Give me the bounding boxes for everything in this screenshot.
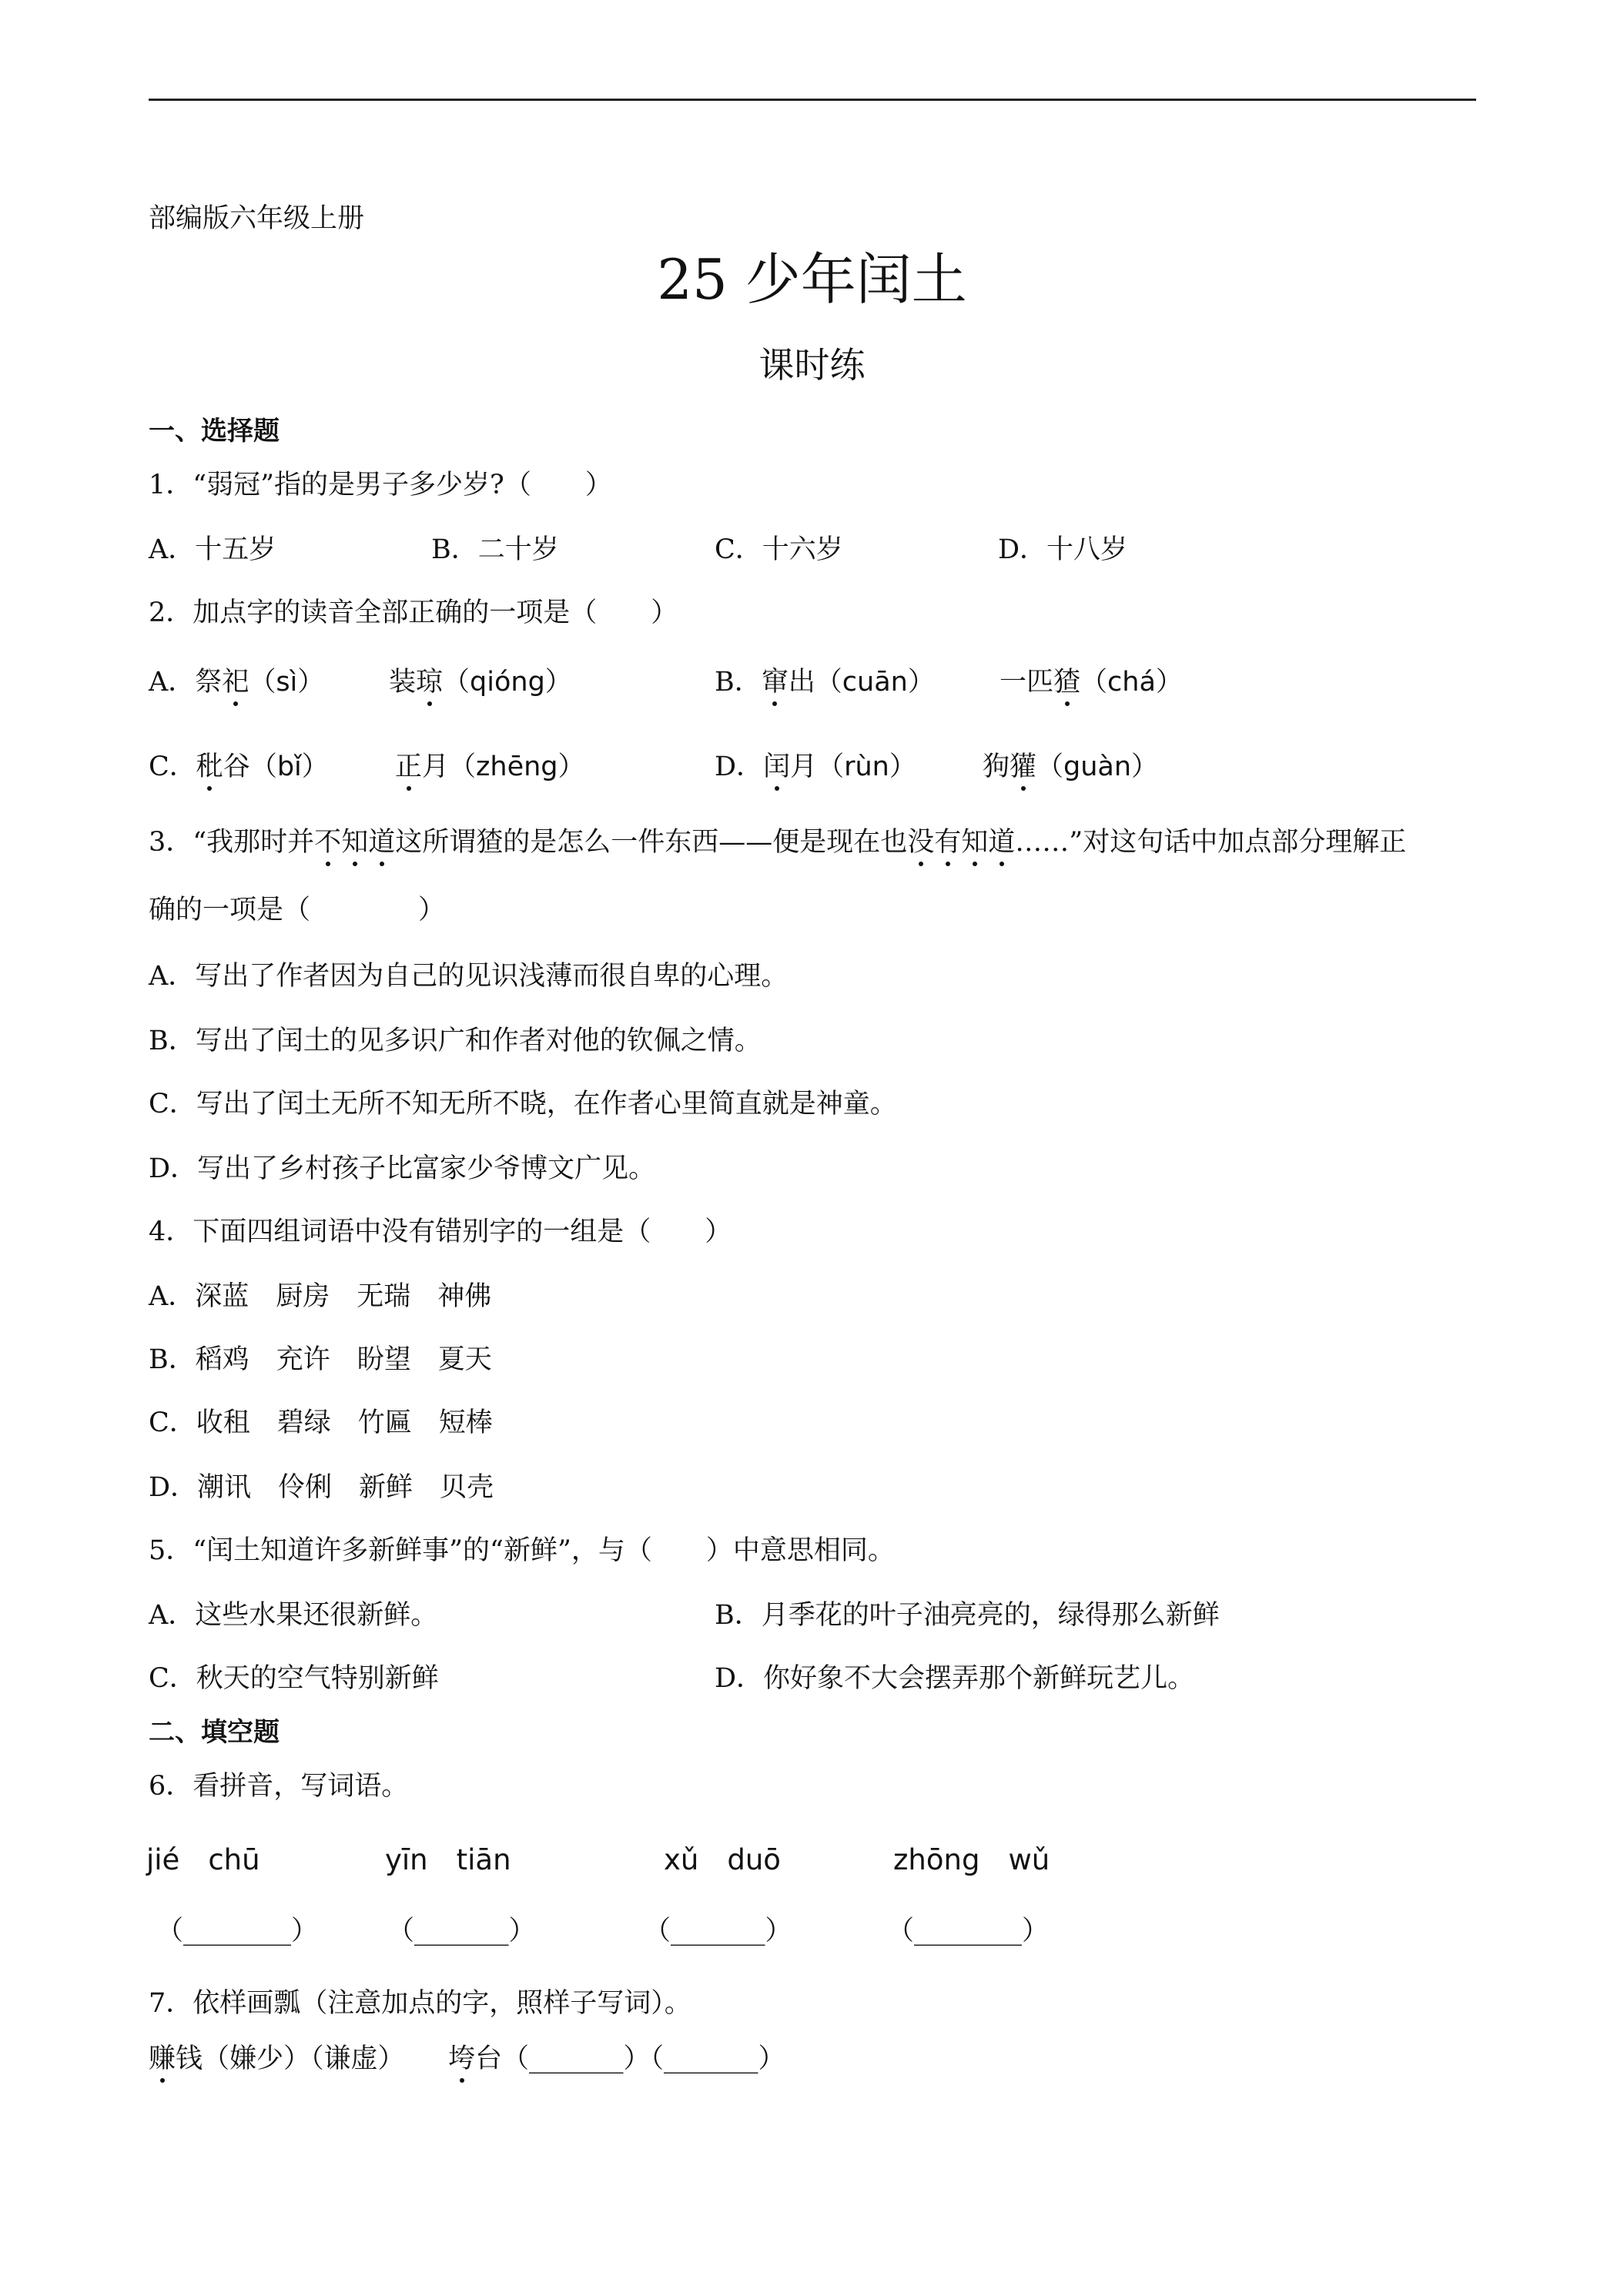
q7-question-dotted: 垮 — [448, 2043, 476, 2074]
q2-c2-text: 月 — [422, 751, 450, 782]
q4-option-c: C．收租 碧绿 竹匾 短棒 — [149, 1407, 493, 1438]
header-rule — [149, 99, 1476, 101]
q7-question-blanks[interactable]: 台（_______）（_______） — [475, 2043, 785, 2074]
q2-d2-dotted: 獾 — [1010, 751, 1037, 782]
q7-example-text: 钱（嫌少）（谦虚） — [176, 2043, 405, 2074]
q7-example — [149, 2042, 405, 2076]
q2-c-label: C． — [149, 751, 196, 782]
q3-dot-char: 道 — [368, 827, 396, 858]
q2-d1-text: 月 — [790, 751, 818, 782]
q2-option-b — [715, 665, 935, 699]
q2-a-label: A． — [149, 667, 196, 698]
q5-option-d: D．你好象不大会摆弄那个新鲜玩艺儿。 — [715, 1663, 1195, 1694]
q3-stem-part1: 3．“我那时并 — [149, 827, 315, 858]
q2-b2-dotted: 猹 — [1053, 667, 1081, 698]
q5-stem: 5．“闰土知道许多新鲜事”的“新鲜”，与（ ）中意思相同。 — [149, 1535, 895, 1566]
q1-option-a: A．十五岁 — [149, 534, 276, 565]
q1-option-d: D．十八岁 — [998, 534, 1128, 565]
q2-a1-dotted: 祀 — [222, 667, 249, 698]
q3-dot-char: 有 — [934, 827, 962, 858]
q2-c1-pinyin: （bǐ） — [249, 751, 329, 782]
q1-stem: 1．“弱冠”指的是男子多少岁?（ ） — [149, 470, 612, 500]
q2-c2-dotted: 正 — [395, 751, 423, 782]
q5-option-c: C．秋天的空气特别新鲜 — [149, 1663, 439, 1694]
q2-a1-pinyin: （sì） — [249, 667, 325, 698]
q2-option-a-word2 — [389, 665, 572, 699]
q7-question — [448, 2042, 785, 2076]
q3-stem-part2: 这所谓猹的是怎么一件东西——便是现在也 — [395, 827, 908, 858]
q2-b2-pinyin: （chá） — [1080, 667, 1183, 698]
q2-d-label: D． — [715, 751, 764, 782]
q6-answer-blank[interactable]: （_______） — [387, 1916, 536, 1946]
q4-stem: 4．下面四组词语中没有错别字的一组是（ ） — [149, 1217, 732, 1247]
q6-pinyin-1: jié chū — [146, 1843, 260, 1876]
q3-dot-char: 不 — [314, 827, 342, 858]
q1-option-c: C．十六岁 — [715, 534, 843, 565]
q3-dot-char: 知 — [961, 827, 989, 858]
q5-option-b: B．月季花的叶子油亮亮的，绿得那么新鲜 — [715, 1600, 1220, 1631]
q2-a1-text: 祭 — [195, 667, 223, 698]
q2-d1-dotted: 闰 — [763, 751, 791, 782]
q3-option-c: C．写出了闰土无所不知无所不晓，在作者心里简直就是神童。 — [149, 1089, 897, 1120]
q3-stem-line2: 确的一项是（ ） — [149, 895, 446, 925]
page-title: 25 少年闰土 — [657, 247, 967, 312]
q6-answer-blank[interactable]: （________） — [887, 1916, 1050, 1946]
q2-option-b-word2 — [1000, 665, 1183, 699]
q7-stem: 7．依样画瓢（注意加点的字，照样子写词）。 — [149, 1988, 691, 2019]
q2-b1-text: 出 — [788, 667, 815, 698]
q4-option-b: B．稻鸡 充许 盼望 夏天 — [149, 1344, 492, 1375]
q6-pinyin-4: zhōng wǔ — [893, 1843, 1050, 1876]
q2-c2-pinyin: （zhēng） — [449, 751, 585, 782]
q2-b2-text: 一匹 — [1000, 667, 1054, 698]
q6-answer-blank[interactable]: （_______） — [644, 1916, 792, 1946]
q3-dot-char: 知 — [341, 827, 369, 858]
q2-d2-pinyin: （guàn） — [1036, 751, 1159, 782]
textbook-series: 部编版六年级上册 — [149, 203, 365, 234]
q2-a2-dotted: 琼 — [416, 667, 444, 698]
q6-pinyin-3: xǔ duō — [664, 1843, 781, 1876]
q2-c1-dotted: 秕 — [196, 751, 223, 782]
q3-stem-part3: ……”对这句话中加点部分理解正 — [1015, 827, 1407, 858]
q2-d2-text: 狗 — [983, 751, 1010, 782]
q6-answer-blank[interactable]: （________） — [156, 1916, 319, 1946]
q2-a2-text: 装 — [389, 667, 417, 698]
page-subtitle: 课时练 — [758, 344, 866, 386]
q2-c1-text: 谷 — [223, 751, 250, 782]
q3-dot-char: 道 — [988, 827, 1016, 858]
q2-option-a — [149, 665, 324, 699]
q4-option-a: A．深蓝 厨房 无瑞 神佛 — [149, 1281, 492, 1312]
section-heading-fill: 二、填空题 — [149, 1717, 280, 1748]
q7-example-dotted: 赚 — [149, 2043, 176, 2074]
q2-option-c-word2 — [395, 750, 585, 784]
q3-option-b: B．写出了闰土的见多识广和作者对他的钦佩之情。 — [149, 1026, 762, 1056]
q2-a2-pinyin: （qióng） — [443, 667, 572, 698]
q6-stem: 6．看拼音，写词语。 — [149, 1771, 409, 1802]
q2-b1-pinyin: （cuān） — [815, 667, 935, 698]
q6-pinyin-2: yīn tiān — [385, 1843, 511, 1876]
section-heading-choice: 一、选择题 — [149, 416, 280, 447]
q2-option-c — [149, 750, 329, 784]
q3-option-d: D．写出了乡村孩子比富家少爷博文广见。 — [149, 1153, 656, 1184]
q2-b-label: B． — [715, 667, 762, 698]
q2-d1-pinyin: （rùn） — [817, 751, 916, 782]
q3-stem-line1 — [149, 825, 1406, 859]
q5-option-a: A．这些水果还很新鲜。 — [149, 1600, 438, 1631]
q2-option-d — [715, 750, 916, 784]
q4-option-d: D．潮讯 伶俐 新鲜 贝壳 — [149, 1472, 494, 1503]
q3-dot-char: 没 — [907, 827, 935, 858]
q2-option-d-word2 — [983, 750, 1158, 784]
q2-b1-dotted: 窜 — [761, 667, 789, 698]
q3-option-a: A．写出了作者因为自己的见识浅薄而很自卑的心理。 — [149, 961, 789, 992]
q2-stem: 2．加点字的读音全部正确的一项是（ ） — [149, 597, 678, 628]
q1-option-b: B．二十岁 — [431, 534, 559, 565]
